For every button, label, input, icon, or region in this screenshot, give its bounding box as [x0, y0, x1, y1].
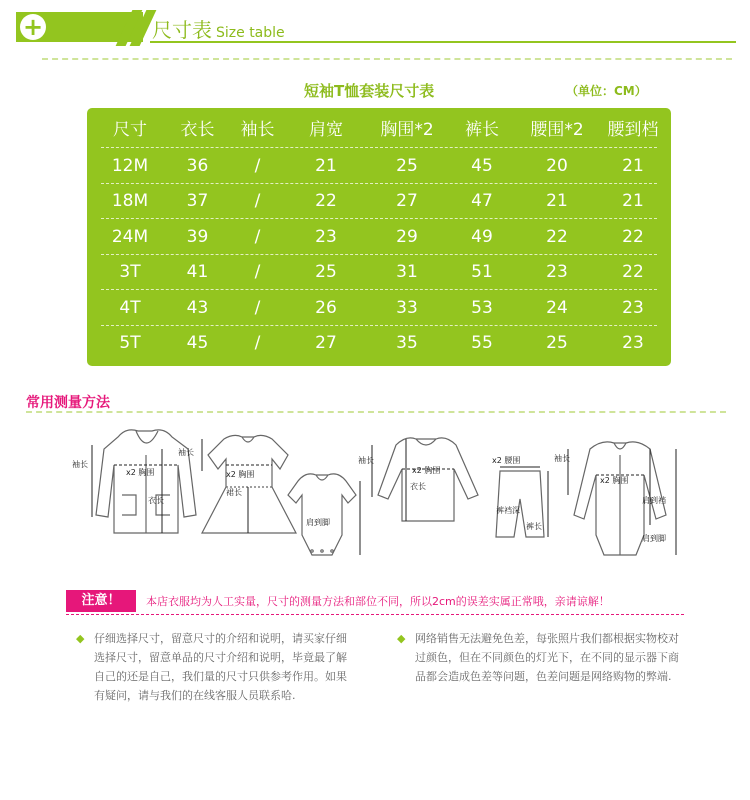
table-cell: 25: [315, 262, 337, 282]
label-chest: x2 胸围: [226, 470, 255, 479]
table-cell: 23: [546, 262, 568, 282]
tip-text: 网络销售无法避免色差，每张照片我们都根据实物校对过颜色，但在不同颜色的灯光下，在不同的显示器下商品都会造成色差等问题，色差问题是网络购物的弊端.: [415, 632, 679, 683]
label-chest: x2 胸围: [412, 466, 441, 475]
table-cell: 41: [186, 262, 209, 282]
label-chest: x2 胸围: [600, 476, 629, 485]
table-cell: 43: [186, 297, 209, 318]
onesie-drawing: [288, 474, 356, 555]
table-cell: /: [254, 333, 261, 353]
label-shoulder-to-foot: 肩到脚: [306, 518, 330, 527]
table-header-cell: 腰围*2: [530, 120, 584, 140]
label-rise: 裤裆深: [496, 506, 520, 515]
divider: [66, 614, 684, 615]
table-row: [87, 219, 671, 255]
label-pants-length: 裤长: [526, 522, 542, 531]
header: [0, 0, 750, 50]
table-cell: /: [254, 262, 261, 282]
tip-color: [397, 629, 683, 686]
tip-sizing: [76, 629, 356, 705]
label-hem: 裙长: [226, 488, 242, 497]
table-header-cell: 尺寸: [113, 120, 147, 140]
table-cell: 49: [471, 226, 493, 247]
table-cell: 29: [396, 226, 418, 247]
label-shoulder-to-crotch: 肩到裆: [642, 496, 666, 505]
table-cell: 37: [186, 191, 209, 211]
table-row: [87, 290, 671, 326]
table-row: [87, 254, 671, 290]
table-cell: 21: [315, 155, 337, 176]
table-cell: 47: [471, 191, 493, 211]
table-cell: 24: [546, 297, 568, 318]
label-shoulder-to-foot: 肩到脚: [642, 534, 666, 543]
table-cell: 21: [546, 191, 568, 211]
measure-title: 常用测量方法: [26, 395, 110, 411]
dress-drawing: [202, 435, 296, 533]
table-row: [87, 183, 671, 219]
table-cell: 5T: [119, 333, 141, 353]
table-cell: 39: [186, 226, 209, 247]
table-header-cell: 衣长: [180, 120, 215, 140]
table-cell: 26: [315, 297, 337, 318]
divider: [42, 58, 732, 60]
table-cell: 22: [622, 262, 644, 282]
table-cell: 27: [396, 191, 418, 211]
table-cell: 12M: [111, 155, 149, 176]
table-cell: /: [254, 226, 261, 247]
table-cell: 22: [546, 226, 568, 247]
hoodie-drawing: [96, 430, 196, 533]
table-cell: 45: [471, 155, 493, 176]
label-sleeve: 袖长: [72, 460, 88, 469]
table-cell: 53: [471, 297, 493, 318]
table-title: 短袖T恤套装尺寸表: [304, 82, 435, 100]
page-title: [152, 14, 285, 43]
table-cell: 4T: [119, 297, 141, 318]
table-unit: （单位：CM）: [566, 84, 647, 98]
table-cell: 21: [622, 191, 644, 211]
table-cell: 23: [622, 333, 644, 353]
plus-icon: +: [20, 14, 46, 40]
table-row: [87, 148, 671, 184]
diamond-icon: ◆: [397, 632, 406, 645]
label-length: 衣长: [410, 482, 426, 491]
table-header-cell: 腰到档: [607, 120, 659, 140]
label-length: 衣长: [148, 496, 164, 505]
table-cell: 23: [315, 226, 337, 247]
table-row: [87, 325, 671, 361]
measurement-illustration: [66, 425, 686, 575]
table-cell: /: [254, 297, 261, 318]
table-cell: 35: [396, 333, 418, 353]
table-cell: 21: [622, 155, 644, 176]
table-cell: 25: [396, 155, 418, 176]
table-header-cell: 裤长: [465, 120, 499, 140]
notice-label: 注意！: [66, 590, 136, 612]
table-header-cell: 肩宽: [309, 120, 343, 140]
notice-text: 本店衣服均为人工实量，尺寸的测量方法和部位不同，所以2cm的误差实属正常哦，亲请谅解！: [146, 595, 610, 608]
table-cell: 55: [471, 333, 493, 353]
label-sleeve: 袖长: [554, 454, 570, 463]
table-cell: 31: [396, 262, 418, 282]
label-sleeve: 袖长: [358, 456, 374, 465]
table-cell: 18M: [111, 191, 149, 211]
table-cell: /: [254, 155, 261, 176]
table-cell: 22: [622, 226, 644, 247]
table-cell: 3T: [119, 262, 141, 282]
table-cell: 33: [396, 297, 418, 318]
diamond-icon: ◆: [76, 632, 85, 645]
table-cell: 27: [315, 333, 337, 353]
long-sleeve-drawing: [378, 438, 478, 521]
table-header-row: [87, 112, 671, 148]
table-cell: /: [254, 191, 261, 211]
table-cell: 45: [186, 333, 209, 353]
title-text: 尺寸表: [152, 18, 212, 42]
size-table: [87, 108, 671, 366]
table-cell: 25: [546, 333, 568, 353]
table-header-cell: 胸围*2: [380, 120, 434, 140]
table-cell: 36: [186, 155, 209, 176]
subtitle-text: Size table: [216, 25, 285, 41]
tip-text: 仔细选择尺寸，留意尺寸的介绍和说明，请买家仔细选择尺寸，留意单品的尺寸介绍和说明，毕竟最了解自己的还是自己，我们量的尺寸只供参考作用。如果有疑问，请与我们的在线客服人员联系哈.: [94, 632, 347, 702]
label-chest: x2 胸围: [126, 468, 155, 477]
table-cell: 20: [546, 155, 568, 176]
table-cell: 22: [315, 191, 337, 211]
table-header-cell: 袖长: [240, 120, 275, 140]
label-waist: x2 腰围: [492, 456, 521, 465]
label-sleeve: 袖长: [178, 448, 194, 457]
table-cell: 51: [471, 262, 493, 282]
table-cell: 24M: [111, 226, 149, 247]
table-cell: 23: [622, 297, 644, 318]
divider: [26, 411, 726, 413]
